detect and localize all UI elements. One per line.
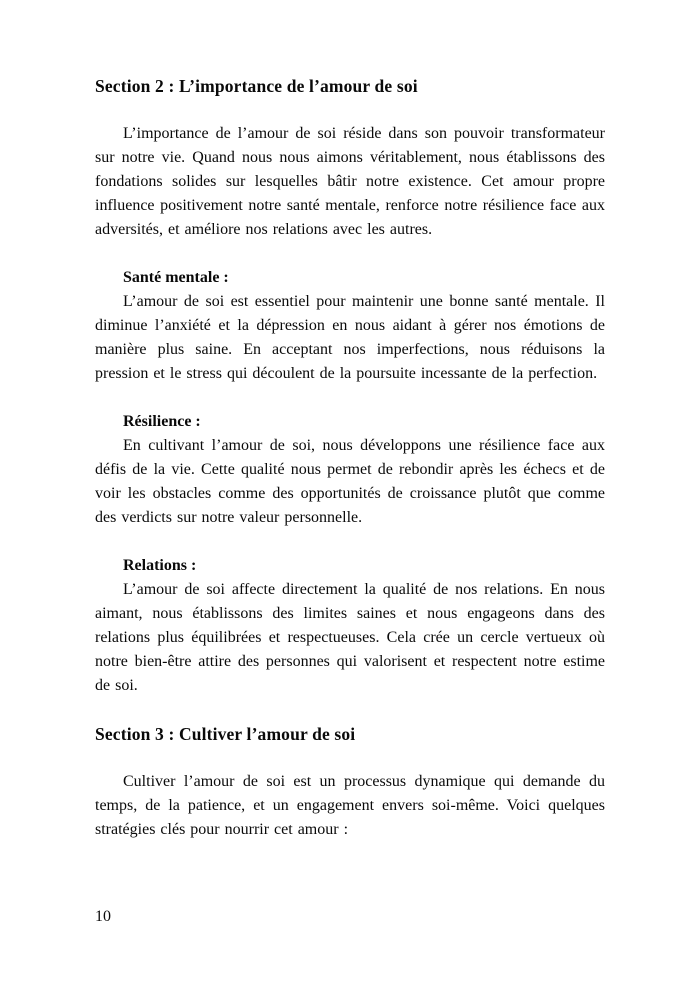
subsection-resilience — [95, 410, 605, 530]
subsection-relations-title: Relations : — [123, 557, 197, 574]
section-3-intro-paragraph: Cultiver l’amour de soi est un processus dynamique qui demande du temps, de la patience, et un engagement envers soi-même. Voici quelques stratégies clés pour nourrir cet amour : — [95, 773, 605, 838]
section-2-intro-paragraph: L’importance de l’amour de soi réside dans son pouvoir transformateur sur notre vie. Quand nous nous aimons véritablement, nous établissons des fondations solides sur lesquelles bâtir notre existence. Cet amour propre influence positivement notre santé mentale, renforce notre résilience face aux adversités, et améliore nos relations avec les autres. — [95, 125, 605, 238]
subsection-relations-body: L’amour de soi affecte directement la qualité de nos relations. En nous aimant, nous établissons des limites saines et nous engageons dans des relations plus équilibrées et respectueuses. Cela crée un cercle vertueux où notre bien-être attire des personnes qui valorisent et respectent notre estime de soi. — [95, 581, 605, 694]
subsection-sante-mentale — [95, 266, 605, 386]
subsection-sante-mentale-body: L’amour de soi est essentiel pour maintenir une bonne santé mentale. Il diminue l’anxiété et la dépression en nous aidant à gérer nos émotions de manière plus saine. En acceptant nos imperfections, nous réduisons la pression et le stress qui découlent de la poursuite incessante de la perfection. — [95, 293, 605, 382]
subsection-resilience-body: En cultivant l’amour de soi, nous développons une résilience face aux défis de la vie. Cette qualité nous permet de rebondir après les échecs et de voir les obstacles comme des opportunités de croissance plutôt que comme des verdicts sur notre valeur personnelle. — [95, 437, 605, 526]
page-number: 10 — [95, 908, 111, 925]
subsection-relations — [95, 554, 605, 698]
section-3-heading: Section 3 : Cultiver l’amour de soi — [95, 724, 356, 744]
subsection-resilience-title: Résilience : — [123, 413, 201, 430]
section-2-heading: Section 2 : L’importance de l’amour de soi — [95, 76, 418, 96]
subsection-sante-mentale-title: Santé mentale : — [123, 269, 229, 286]
page-content — [95, 76, 605, 842]
